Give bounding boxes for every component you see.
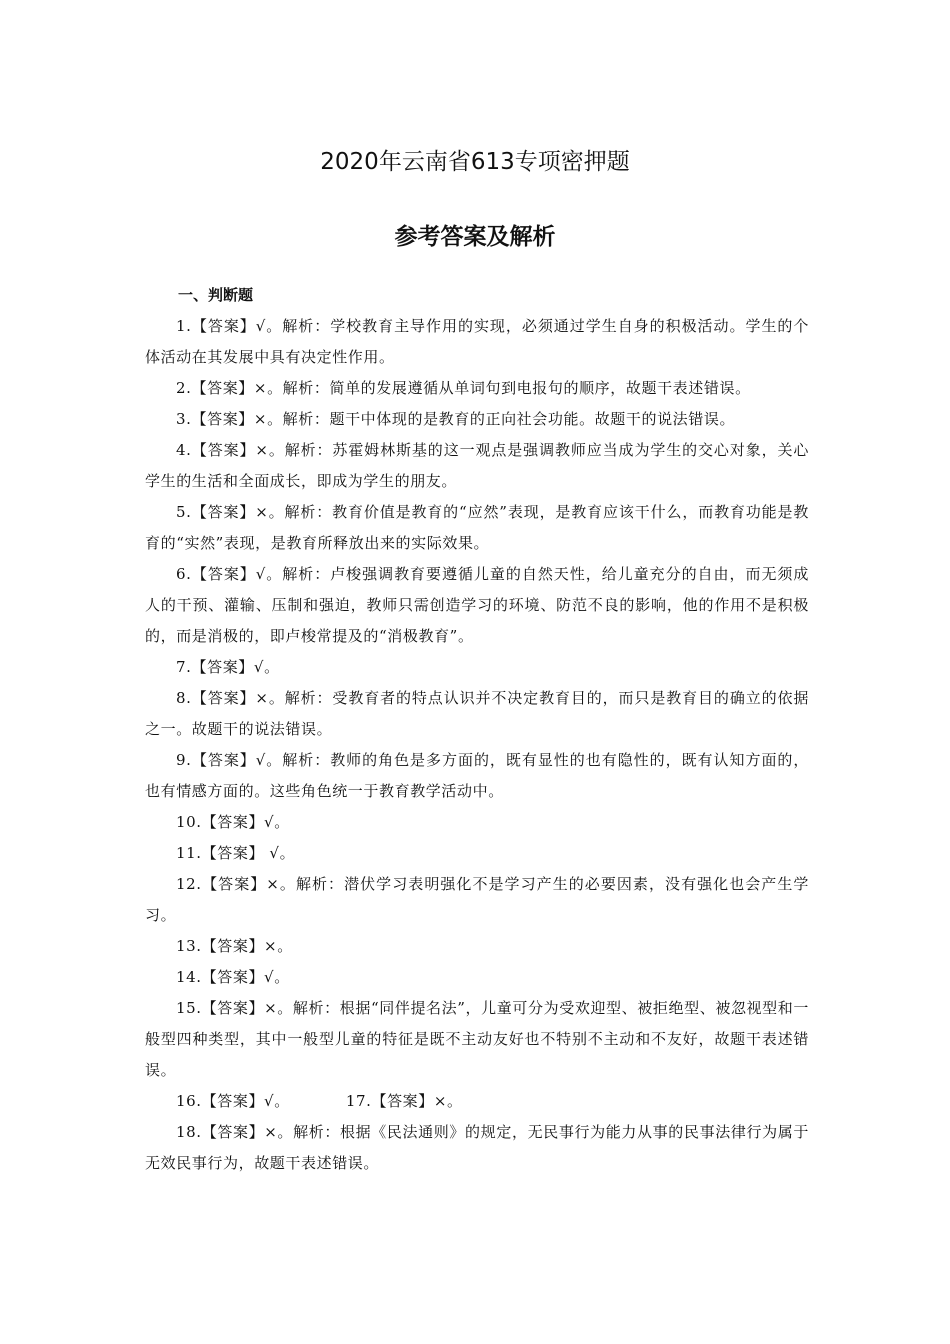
answer-item-row — [145, 1086, 809, 1117]
answer-item: 8.【答案】×。解析：受教育者的特点认识并不决定教育目的，而只是教育目的确立的依据之一。故题干的说法错误。 — [145, 689, 809, 738]
page-title: 2020年云南省613专项密押题 — [320, 149, 630, 175]
answer-item: 9.【答案】√。解析：教师的角色是多方面的，既有显性的也有隐性的，既有认知方面的，也有情感方面的。这些角色统一于教育教学活动中。 — [145, 751, 809, 800]
answer-item: 12.【答案】×。解析：潜伏学习表明强化不是学习产生的必要因素，没有强化也会产生学习。 — [145, 875, 809, 924]
answer-item-17: 17.【答案】×。 — [345, 1092, 463, 1110]
answer-item: 5.【答案】×。解析：教育价值是教育的“应然”表现，是教育应该干什么，而教育功能是教育的“实然”表现，是教育所释放出来的实际效果。 — [145, 503, 809, 552]
answer-item: 13.【答案】×。 — [176, 937, 293, 955]
answer-item: 14.【答案】√。 — [176, 968, 290, 986]
answer-item: 1.【答案】√。解析：学校教育主导作用的实现，必须通过学生自身的积极活动。学生的个体活动在其发展中具有决定性作用。 — [145, 317, 809, 366]
answer-list — [145, 311, 809, 1179]
answer-item: 2.【答案】×。解析：简单的发展遵循从单词句到电报句的顺序，故题干表述错误。 — [176, 379, 751, 397]
answer-item: 15.【答案】×。解析：根据“同伴提名法”，儿童可分为受欢迎型、被拒绝型、被忽视型和一般型四种类型，其中一般型儿童的特征是既不主动友好也不特别不主动和不友好，故题干表述错误。 — [145, 999, 809, 1079]
answer-item: 6.【答案】√。解析：卢梭强调教育要遵循儿童的自然天性，给儿童充分的自由，而无须成人的干预、灌输、压制和强迫，教师只需创造学习的环境、防范不良的影响，他的作用不是积极的，而是消极的，即卢梭常提及的“消极教育”。 — [145, 565, 809, 645]
answer-item: 3.【答案】×。解析：题干中体现的是教育的正向社会功能。故题干的说法错误。 — [176, 410, 736, 428]
answer-item-16: 16.【答案】√。 — [176, 1092, 290, 1110]
answer-item-18: 18.【答案】×。解析：根据《民法通则》的规定，无民事行为能力从事的民事法律行为属于无效民事行为，故题干表述错误。 — [145, 1123, 809, 1172]
section-heading: 一、判断题 — [178, 286, 254, 304]
page-subtitle: 参考答案及解析 — [394, 224, 556, 250]
answer-item: 11.【答案】 √。 — [176, 844, 296, 862]
answer-item: 4.【答案】×。解析：苏霍姆林斯基的这一观点是强调教师应当成为学生的交心对象，关心学生的生活和全面成长，即成为学生的朋友。 — [145, 441, 809, 490]
answer-item: 10.【答案】√。 — [176, 813, 290, 831]
answer-item: 7.【答案】√。 — [176, 658, 280, 676]
